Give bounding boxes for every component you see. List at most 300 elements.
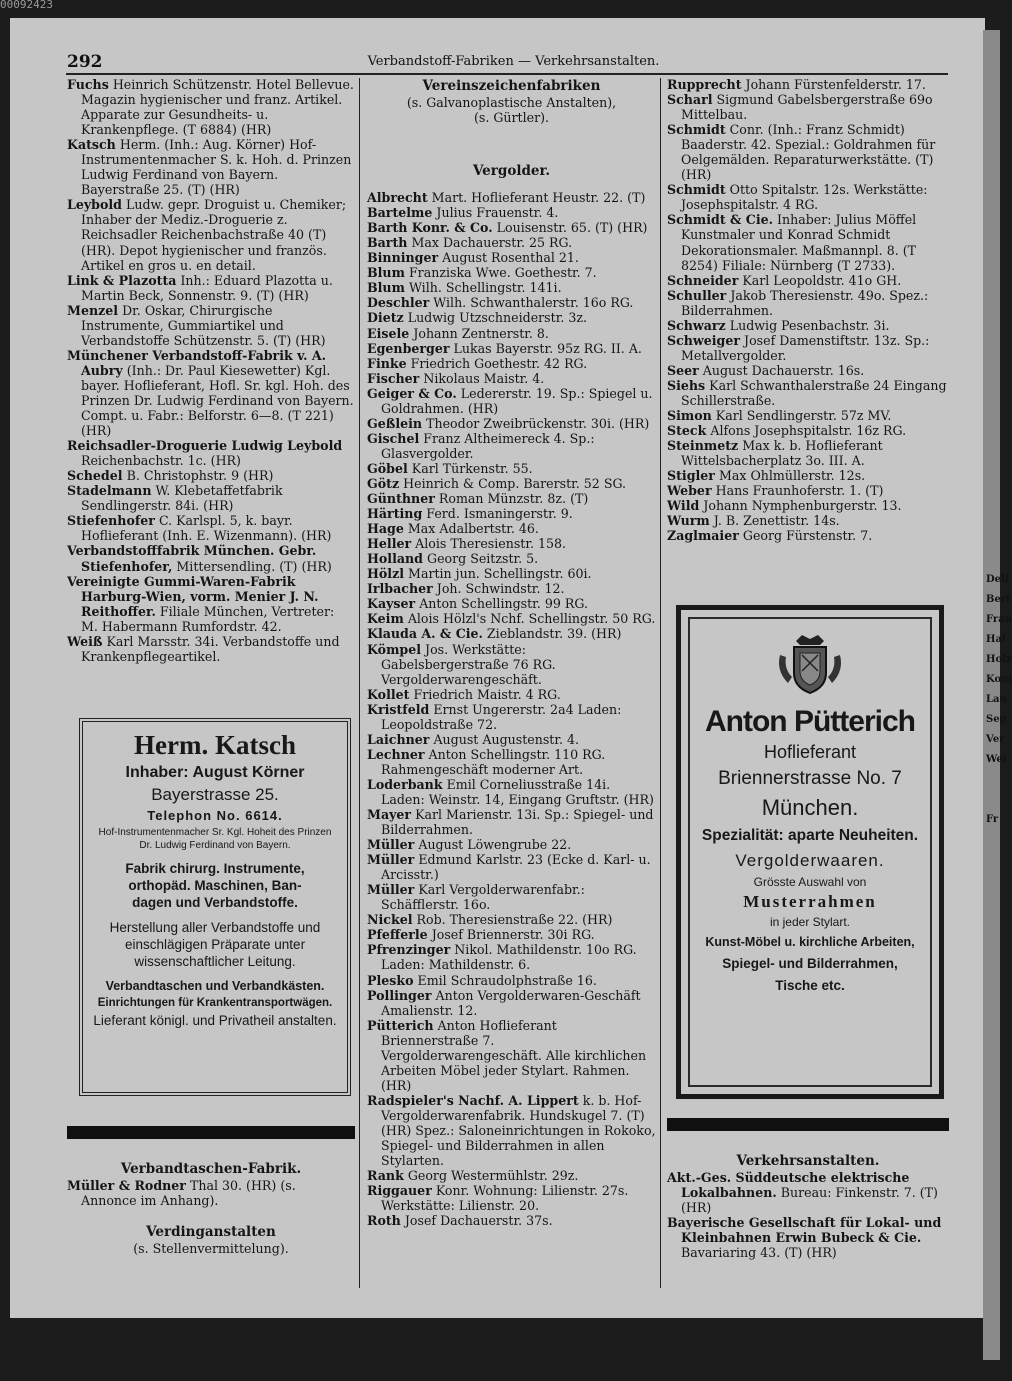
directory-entry: [67, 468, 355, 483]
entry-details: k. b. Hof-Vergolderwarenfabrik. Hundskugel 7. (T) (HR) Spez.: Saloneinrichtungen in Rokoko, Spiegel- und Bilderrahmen in allen Stylarten.: [381, 1092, 656, 1169]
entry-name: Barth Konr. & Co.: [367, 220, 493, 236]
entry-name: Deschler: [367, 295, 430, 311]
entry-name: Fuchs: [67, 77, 109, 92]
directory-entry: [367, 1018, 656, 1093]
entry-name: Gischel: [367, 430, 420, 446]
section-note: (s. Gürtler).: [473, 110, 550, 126]
entry-name: Radspieler's Nachf. A. Lippert: [367, 1092, 579, 1108]
entry-details: Ferd. Ismaningerstr. 9.: [426, 506, 573, 522]
edge-fragment: Hal: [986, 634, 1006, 645]
entry-name: Münchener Verbandstoff-Fabrik v. A. Aubry: [67, 347, 327, 378]
directory-entry: [67, 273, 355, 303]
ad-wares: Vergolderwaaren.: [735, 851, 885, 870]
section-note: (s. Stellenvermittelung).: [133, 1241, 289, 1257]
entry-details: Nikol. Mathildenstr. 10o RG. Laden: Mathildenstr. 6.: [381, 942, 637, 973]
entry-details: Heinrich Schützenstr. Hotel Bellevue. Magazin hygienischer und franz. Artikel. Apparate zur Gesundheits- u. Krankenpflege. (T 6884) (HR): [81, 77, 354, 138]
entry-details: August Dachauerstr. 16s.: [702, 362, 865, 378]
section-note: (s. Galvanoplastische Anstalten),: [406, 95, 617, 110]
entry-name: Pollinger: [367, 987, 432, 1003]
entry-name: Leybold: [67, 197, 122, 213]
entry-details: B. Christophstr. 9 (HR): [126, 468, 274, 484]
ad-appointment: Hof-Instrumentenmacher Sr. Kgl. Hoheit des Prinzen Dr. Ludwig Ferdinand von Bayern.: [98, 827, 332, 851]
section-title: Verkehrsanstalten.: [736, 1153, 880, 1169]
entry-details: Josef Briennerstr. 30i RG.: [431, 927, 595, 943]
entry-name: Schedel: [67, 468, 123, 484]
entry-details: Max Ohlmüllerstr. 12s.: [718, 468, 866, 484]
directory-entry: [367, 476, 656, 491]
entry-name: Blum: [367, 265, 405, 281]
entry-details: Konr. Wohnung: Lilienstr. 27s. Werkstätte: Lilienstr. 20.: [381, 1183, 629, 1214]
entry-details: Roman Münzstr. 8z. (T): [438, 491, 589, 507]
entry-details: Lukas Bayerstr. 95z RG. II. A.: [453, 340, 642, 356]
edge-fragment: Koni: [986, 674, 1012, 685]
entry-name: Schwarz: [667, 317, 726, 333]
directory-entry: [667, 92, 949, 122]
entry-details: Max Adalbertstr. 46.: [407, 521, 539, 537]
entry-details: Max Dachauerstr. 25 RG.: [411, 235, 573, 251]
directory-entry: [367, 702, 656, 732]
column-1: [67, 77, 355, 664]
entry-details: Otto Spitalstr. 12s. Werkstätte: Josephspitalstr. 4 RG.: [681, 182, 928, 213]
entry-details: Emil Schraudolphstraße 16.: [417, 972, 597, 988]
entry-name: Weiß: [67, 633, 103, 649]
entry-name: Eisele: [367, 325, 410, 341]
directory-entry: [367, 973, 656, 988]
entry-name: Schmidt: [667, 182, 726, 198]
directory-entry: [367, 295, 656, 310]
directory-entry: [367, 280, 656, 295]
entry-details: Johann Fürstenfelderstr. 17.: [745, 77, 926, 92]
separator-bar: [667, 1118, 949, 1131]
entry-details: Ernst Ungererstr. 2a4 Laden: Leopoldstraße 72.: [381, 701, 622, 732]
entry-details: Karl Türkenstr. 55.: [411, 460, 533, 476]
directory-entry: [667, 378, 949, 408]
entry-details: Ledererstr. 19. Sp.: Spiegel u. Goldrahmen. (HR): [381, 385, 653, 416]
directory-entry: [367, 837, 656, 852]
entry-name: Irlbacher: [367, 581, 433, 597]
entry-name: Zaglmaier: [667, 528, 739, 544]
entry-details: Franz Altheimereck 4. Sp.: Glasvergolder.: [381, 430, 595, 461]
entry-details: Alois Theresienstr. 158.: [415, 536, 567, 552]
entry-details: Anton Hoflieferant Briennerstraße 7. Vergolderwarengeschäft. Alle kirchlichen Arbeiten Möbel jeder Stylart. Rahmen. (HR): [381, 1017, 647, 1093]
entry-name: Roth: [367, 1213, 401, 1229]
puetterich-advertisement: [676, 605, 944, 1099]
entry-name: Lechner: [367, 746, 425, 762]
entry-details: (Inh.: Dr. Paul Kiesewetter) Kgl. bayer. Hoflieferant, Hofl. Sr. kgl. Hoh. des Prinzen Dr. Ludwig Ferdinand von Bayern. Compt. u. Fabr.: Belforstr. 6—8. (T 221) (HR): [81, 362, 354, 439]
entry-name: Kömpel: [367, 641, 421, 657]
entry-details: Rob. Theresienstraße 22. (HR): [416, 912, 613, 928]
ad-transport: Einrichtungen für Krankentransportwägen.: [97, 997, 333, 1009]
entry-details: Louisenstr. 65. (T) (HR): [496, 220, 648, 236]
column-2: [367, 77, 656, 1228]
directory-entry: [367, 566, 656, 581]
ad-line: orthopäd. Maschinen, Ban-: [128, 878, 302, 893]
entry-name: Hölzl: [367, 566, 405, 582]
section-title: Vergolder.: [472, 163, 551, 180]
entry-name: Kollet: [367, 686, 410, 702]
edge-fragment: Sep: [986, 714, 1007, 725]
directory-entry: [367, 220, 656, 235]
header-rule: [66, 73, 948, 75]
entry-name: Pütterich: [367, 1017, 434, 1033]
entry-name: Hage: [367, 521, 404, 537]
directory-entry: [367, 190, 656, 205]
section-title: Vereinszeichenfabriken: [422, 78, 601, 94]
directory-entry: [367, 732, 656, 747]
directory-entry: [367, 386, 656, 416]
entry-name: Reichsadler-Droguerie Ludwig Leybold: [67, 438, 343, 454]
directory-entry: [67, 438, 355, 468]
entry-name: Müller & Rodner: [67, 1178, 186, 1193]
coat-of-arms-icon: [774, 633, 846, 697]
entry-name: Heller: [367, 536, 412, 552]
ad-selection: Grösste Auswahl von: [753, 875, 867, 889]
entry-name: Simon: [667, 408, 712, 424]
directory-entry: [67, 634, 355, 664]
column-1-lower: [67, 1120, 355, 1256]
entry-details: Wilh. Schellingstr. 141i.: [408, 280, 562, 296]
entry-details: Johann Zentnerstr. 8.: [413, 325, 549, 341]
entry-name: Akt.-Ges. Süddeutsche elektrische Lokalbahnen.: [667, 1170, 910, 1201]
entry-details: Anton Vergolderwaren-Geschäft Amalienstr. 12.: [381, 987, 641, 1018]
ad-frames: Musterrahmen: [743, 892, 877, 911]
directory-entry: [367, 988, 656, 1018]
entry-details: Johann Nymphenburgerstr. 13.: [703, 498, 902, 514]
entry-details: Dr. Oskar, Chirurgische Instrumente, Gummiartikel und Verbandstoffe Schützenstr. 5. (T) (HR): [81, 302, 326, 348]
entry-name: Loderbank: [367, 776, 443, 792]
ad-supplier: Lieferant königl. und Privatheil anstalten.: [93, 1013, 337, 1028]
entry-details: Inh.: Eduard Plazotta u. Martin Beck, Sonnenstr. 9. (T) (HR): [81, 272, 333, 303]
entry-details: Karl Vergolderwarenfabr.: Schäfflerstr. 16o.: [381, 882, 585, 913]
directory-entry: [67, 303, 355, 348]
directory-entry: [67, 543, 355, 573]
section-title: Verbandtaschen-Fabrik.: [120, 1161, 302, 1177]
entry-name: Holland: [367, 551, 423, 567]
entry-name: Götz: [367, 475, 400, 491]
column-rule-1: [359, 78, 360, 1288]
entry-name: Klauda A. & Cie.: [367, 626, 483, 642]
entry-details: Karl Schwanthalerstraße 24 Eingang Schillerstraße.: [681, 377, 947, 408]
ad-line-bold: Verbandstoffe.: [204, 895, 298, 910]
entry-name: Rank: [367, 1168, 404, 1184]
scan-id: 00092423: [0, 0, 53, 11]
entry-details: Thal 30. (HR) (s. Annonce im Anhang).: [81, 1178, 296, 1209]
ad-specialty: Spezialität: aparte Neuheiten.: [701, 827, 919, 844]
entry-name: Steinmetz: [667, 438, 739, 454]
entry-details: Ludwig Utzschneiderstr. 3z.: [407, 310, 587, 326]
directory-entry: [367, 250, 656, 265]
directory-entry: [667, 333, 949, 363]
entry-details: Julius Frauenstr. 4.: [436, 205, 559, 221]
col3-entry-list: [667, 77, 949, 543]
entry-details: Jos. Werkstätte: Gabelsbergerstraße 76 RG. Vergolderwarengeschäft.: [381, 641, 556, 687]
directory-entry: [667, 122, 949, 182]
entry-details: Karl Sendlingerstr. 57z MV.: [715, 408, 892, 424]
entry-name: Egenberger: [367, 340, 450, 356]
directory-entry: [667, 423, 949, 438]
entry-name: Albrecht: [367, 190, 428, 206]
directory-entry: [667, 1215, 949, 1260]
entry-details: Herm. (Inh.: Aug. Körner) Hof-Instrumentenmacher S. k. Hoh. d. Prinzen Ludwig Ferdinand von Bayern. Bayerstraße 25. (T) (HR): [81, 137, 352, 198]
entry-details: C. Karlspl. 5, k. bayr. Hoflieferant (Inh. E. Wizenmann). (HR): [81, 513, 332, 544]
entry-name: Riggauer: [367, 1183, 432, 1199]
ad-address: Briennerstrasse No. 7: [718, 768, 902, 789]
ad-line: Tische etc.: [775, 978, 845, 993]
adjacent-page-edge: [983, 30, 1012, 1360]
entry-name: Pfefferle: [367, 927, 428, 943]
directory-entry: [367, 205, 656, 220]
entry-details: Karl Marsstr. 34i. Verbandstoffe und Krankenpflegeartikel.: [81, 633, 340, 664]
entry-details: Filiale München, Vertreter: M. Habermann Rumfordstr. 42.: [81, 603, 335, 634]
entry-details: Emil Corneliusstraße 14i. Laden: Weinstr. 14, Eingang Gruftstr. (HR): [381, 776, 654, 807]
entry-name: Bayerische Gesellschaft für Lokal- und Kleinbahnen Erwin Bubeck & Cie.: [667, 1215, 942, 1246]
directory-entry: [367, 687, 656, 702]
ad-owner-label: Inhaber:: [125, 764, 189, 781]
edge-fragment: Ver: [986, 734, 1005, 745]
directory-entry: [367, 942, 656, 972]
directory-entry: [67, 197, 355, 272]
directory-entry: [367, 341, 656, 356]
entry-name: Verbandstofffabrik München. Gebr. Stiefenhofer,: [67, 543, 317, 574]
entry-details: Theodor Zweibrückenstr. 30i. (HR): [426, 415, 650, 431]
katsch-advertisement: [79, 718, 351, 1096]
entry-details: Friedrich Maistr. 4 RG.: [413, 686, 561, 702]
entry-name: Härting: [367, 506, 423, 522]
entry-name: Schmidt & Cie.: [667, 212, 773, 228]
entry-name: Seer: [667, 362, 699, 378]
directory-entry: [367, 927, 656, 942]
entry-name: Stadelmann: [67, 483, 152, 499]
entry-name: Fischer: [367, 370, 420, 386]
directory-entry: [367, 807, 656, 837]
entry-details: Alois Hölzl's Nchf. Schellingstr. 50 RG.: [407, 611, 656, 627]
ad-city: München.: [761, 795, 859, 820]
entry-details: Georg Seitzstr. 5.: [427, 551, 539, 567]
entry-details: Inhaber: Julius Möffel Kunstmaler und Konrad Schmidt Dekorationsmaler. Maßmannpl. 8. (T 8254) Filiale: Nürnberg (T 2733).: [681, 212, 917, 273]
ad-inner-frame: [688, 617, 932, 1087]
entry-details: Georg Fürstenstr. 7.: [742, 528, 873, 544]
entry-name: Geßlein: [367, 415, 423, 431]
entry-name: Schweiger: [667, 332, 741, 348]
entry-name: Dietz: [367, 310, 404, 326]
entry-name: Bartelme: [367, 205, 433, 221]
directory-entry: [367, 506, 656, 521]
edge-fragment: Holz: [986, 654, 1012, 665]
entry-name: Siehs: [667, 377, 706, 393]
entry-name: Nickel: [367, 912, 413, 928]
entry-name: Kayser: [367, 596, 416, 612]
entry-details: W. Klebetaffetfabrik Sendlingerstr. 84i. (HR): [81, 483, 283, 514]
entry-name: Link & Plazotta: [67, 272, 177, 288]
entry-details: Anton Schellingstr. 110 RG. Rahmengeschäft moderner Art.: [381, 746, 606, 777]
entry-details: Georg Westermühlstr. 29z.: [407, 1168, 579, 1184]
entry-name: Vereinigte Gummi-Waren-Fabrik Harburg-Wien, vorm. Menier J. N. Reithoffer.: [67, 573, 319, 619]
entry-name: Stigler: [667, 468, 715, 484]
directory-entry: [367, 1183, 656, 1213]
section-title: Verdinganstalten: [146, 1224, 276, 1241]
entry-name: Rupprecht: [667, 77, 742, 92]
directory-entry: [67, 77, 355, 137]
entry-name: Weber: [667, 483, 712, 499]
entry-details: Mittersendling. (T) (HR): [176, 558, 332, 574]
directory-entry: [667, 498, 949, 513]
edge-fragment: Dell: [986, 574, 1009, 585]
entry-details: Reichenbachstr. 1c. (HR): [81, 453, 241, 469]
entry-name: Mayer: [367, 807, 412, 823]
ad-line: Fabrik chirurg. Instrumente,: [125, 861, 305, 876]
directory-entry: [367, 491, 656, 506]
entry-name: Kristfeld: [367, 701, 430, 717]
directory-entry: [667, 1170, 949, 1215]
directory-entry: [367, 265, 656, 280]
directory-entry: [367, 1093, 656, 1168]
column-3: [667, 77, 949, 543]
edge-fragment: Fran: [986, 614, 1012, 625]
directory-entry: [367, 882, 656, 912]
ad-role: Hoflieferant: [763, 742, 857, 762]
entry-details: Karl Marienstr. 13i. Sp.: Spiegel- und Bilderrahmen.: [381, 807, 654, 838]
directory-entry: [367, 431, 656, 461]
edge-fragment: Fr: [986, 814, 999, 825]
entry-name: Plesko: [367, 972, 414, 988]
entry-name: Stiefenhofer: [67, 513, 155, 529]
directory-entry: [367, 371, 656, 386]
entry-details: Zieblandstr. 39. (HR): [486, 626, 622, 642]
ad-bags: Verbandtaschen und Verbandkästen.: [105, 979, 325, 993]
entry-name: Barth: [367, 235, 408, 251]
directory-entry: [67, 574, 355, 634]
entry-name: Blum: [367, 280, 405, 296]
entry-name: Wild: [667, 498, 700, 514]
entry-name: Pfrenzinger: [367, 942, 451, 958]
directory-entry: [67, 348, 355, 438]
directory-entry: [367, 777, 656, 807]
directory-entry: [67, 483, 355, 513]
entry-name: Müller: [367, 882, 415, 898]
entry-details: Martin jun. Schellingstr. 60i.: [408, 566, 592, 582]
column-rule-2: [660, 78, 661, 1288]
entry-details: Jakob Theresienstr. 49o. Spez.: Bilderrahmen.: [681, 287, 929, 318]
entry-details: Sigmund Gabelsbergerstraße 69o Mittelbau.: [681, 92, 933, 123]
entry-details: Hans Fraunhoferstr. 1. (T): [715, 483, 884, 499]
entry-details: Ludw. gepr. Droguist u. Chemiker; Inhaber der Mediz.-Droguerie z. Reichsadler Reichenbachstraße 40 (T) (HR). Depot hygienischer und französ. Artikel en gros u. en detail.: [81, 197, 347, 273]
entry-name: Schuller: [667, 287, 727, 303]
directory-entry: [367, 747, 656, 777]
entry-details: Friedrich Goethestr. 42 RG.: [410, 355, 588, 371]
directory-entry: [667, 318, 949, 333]
entry-details: Wilh. Schwanthalerstr. 16o RG.: [433, 295, 634, 311]
entry-details: Edmund Karlstr. 23 (Ecke d. Karl- u. Arcisstr.): [381, 852, 651, 883]
directory-entry: [367, 912, 656, 927]
running-head: Verbandstoff-Fabriken — Verkehrsanstalten.: [367, 54, 660, 69]
col2-entry-list: [367, 190, 656, 1228]
entry-details: Nikolaus Maistr. 4.: [423, 370, 545, 386]
entry-name: Scharl: [667, 92, 713, 108]
entry-name: Keim: [367, 611, 404, 627]
directory-entry: [667, 212, 949, 272]
ad-owner: [93, 762, 337, 784]
directory-entry: [667, 513, 949, 528]
ad-telephone: Telephon No. 6614.: [147, 808, 283, 823]
directory-entry: [367, 326, 656, 341]
page-number: 292: [67, 52, 103, 72]
ad-title: Anton Pütterich: [705, 705, 915, 738]
entry-name: Binninger: [367, 250, 439, 266]
entry-details: August Löwengrube 22.: [418, 837, 572, 853]
entry-details: Anton Schellingstr. 99 RG.: [419, 596, 588, 612]
entry-details: Bureau: Finkenstr. 7. (T) (HR): [681, 1185, 938, 1216]
entry-details: Josef Dachauerstr. 37s.: [404, 1213, 553, 1229]
directory-entry: [367, 461, 656, 476]
entry-details: J. B. Zenettistr. 14s.: [713, 513, 840, 529]
directory-entry: [67, 1178, 355, 1208]
directory-entry: [367, 235, 656, 250]
directory-entry: [667, 288, 949, 318]
ad-manufacturing: Herstellung aller Verbandstoffe und einschlägigen Präparate unter wissenschaftlicher Leitung.: [109, 920, 321, 969]
entry-name: Günthner: [367, 491, 435, 507]
entry-name: Geiger & Co.: [367, 385, 457, 401]
directory-entry: [667, 408, 949, 423]
section-entry-list: [67, 1178, 355, 1208]
directory-entry: [667, 363, 949, 378]
directory-entry: [667, 483, 949, 498]
entry-name: Menzel: [67, 302, 119, 318]
directory-entry: [67, 513, 355, 543]
edge-fragment: Beri: [986, 594, 1010, 605]
directory-entry: [667, 182, 949, 212]
directory-entry: [367, 1168, 656, 1183]
ad-styles: in jeder Stylart.: [769, 915, 851, 929]
entry-name: Müller: [367, 837, 415, 853]
entry-details: August Rosenthal 21.: [442, 250, 579, 266]
directory-entry: [367, 551, 656, 566]
entry-name: Katsch: [67, 137, 116, 153]
directory-entry: [367, 536, 656, 551]
ad-line: Kunst-Möbel u. kirchliche Arbeiten,: [705, 935, 915, 949]
directory-entry: [367, 852, 656, 882]
entry-details: Alfons Josephspitalstr. 16z RG.: [710, 423, 907, 439]
entry-name: Müller: [367, 852, 415, 868]
entry-details: Joh. Schwindstr. 12.: [436, 581, 565, 597]
edge-fragment: Lau: [986, 694, 1007, 705]
entry-name: Finke: [367, 355, 407, 371]
directory-entry: [367, 521, 656, 536]
entry-details: Conr. (Inh.: Franz Schmidt) Baaderstr. 42. Spezial.: Goldrahmen für Oelgemälden. Reparaturwerkstätte. (T) (HR): [681, 122, 936, 183]
entry-name: Göbel: [367, 460, 408, 476]
ad-line: Spiegel- und Bilderrahmen,: [722, 956, 898, 971]
directory-entry: [367, 611, 656, 626]
entry-details: Bavariaring 43. (T) (HR): [681, 1245, 837, 1261]
entry-details: Josef Damenstiftstr. 13z. Sp.: Metallvergolder.: [681, 332, 930, 363]
entry-details: Karl Leopoldstr. 41o GH.: [742, 272, 902, 288]
directory-entry: [667, 438, 949, 468]
directory-entry: [367, 626, 656, 641]
section-entry-list: [667, 1170, 949, 1260]
directory-entry: [67, 137, 355, 197]
directory-entry: [367, 581, 656, 596]
col1-entry-list: [67, 77, 355, 664]
entry-name: Steck: [667, 423, 707, 439]
directory-entry: [367, 642, 656, 687]
directory-entry: [367, 416, 656, 431]
column-3-lower: [667, 1112, 949, 1260]
entry-details: Franziska Wwe. Goethestr. 7.: [408, 265, 597, 281]
entry-name: Laichner: [367, 731, 430, 747]
directory-entry: [367, 596, 656, 611]
edge-fragment: Wei: [986, 754, 1007, 765]
ad-line-text: dagen und: [132, 895, 201, 910]
ad-address: Bayerstrasse 25.: [151, 785, 279, 804]
